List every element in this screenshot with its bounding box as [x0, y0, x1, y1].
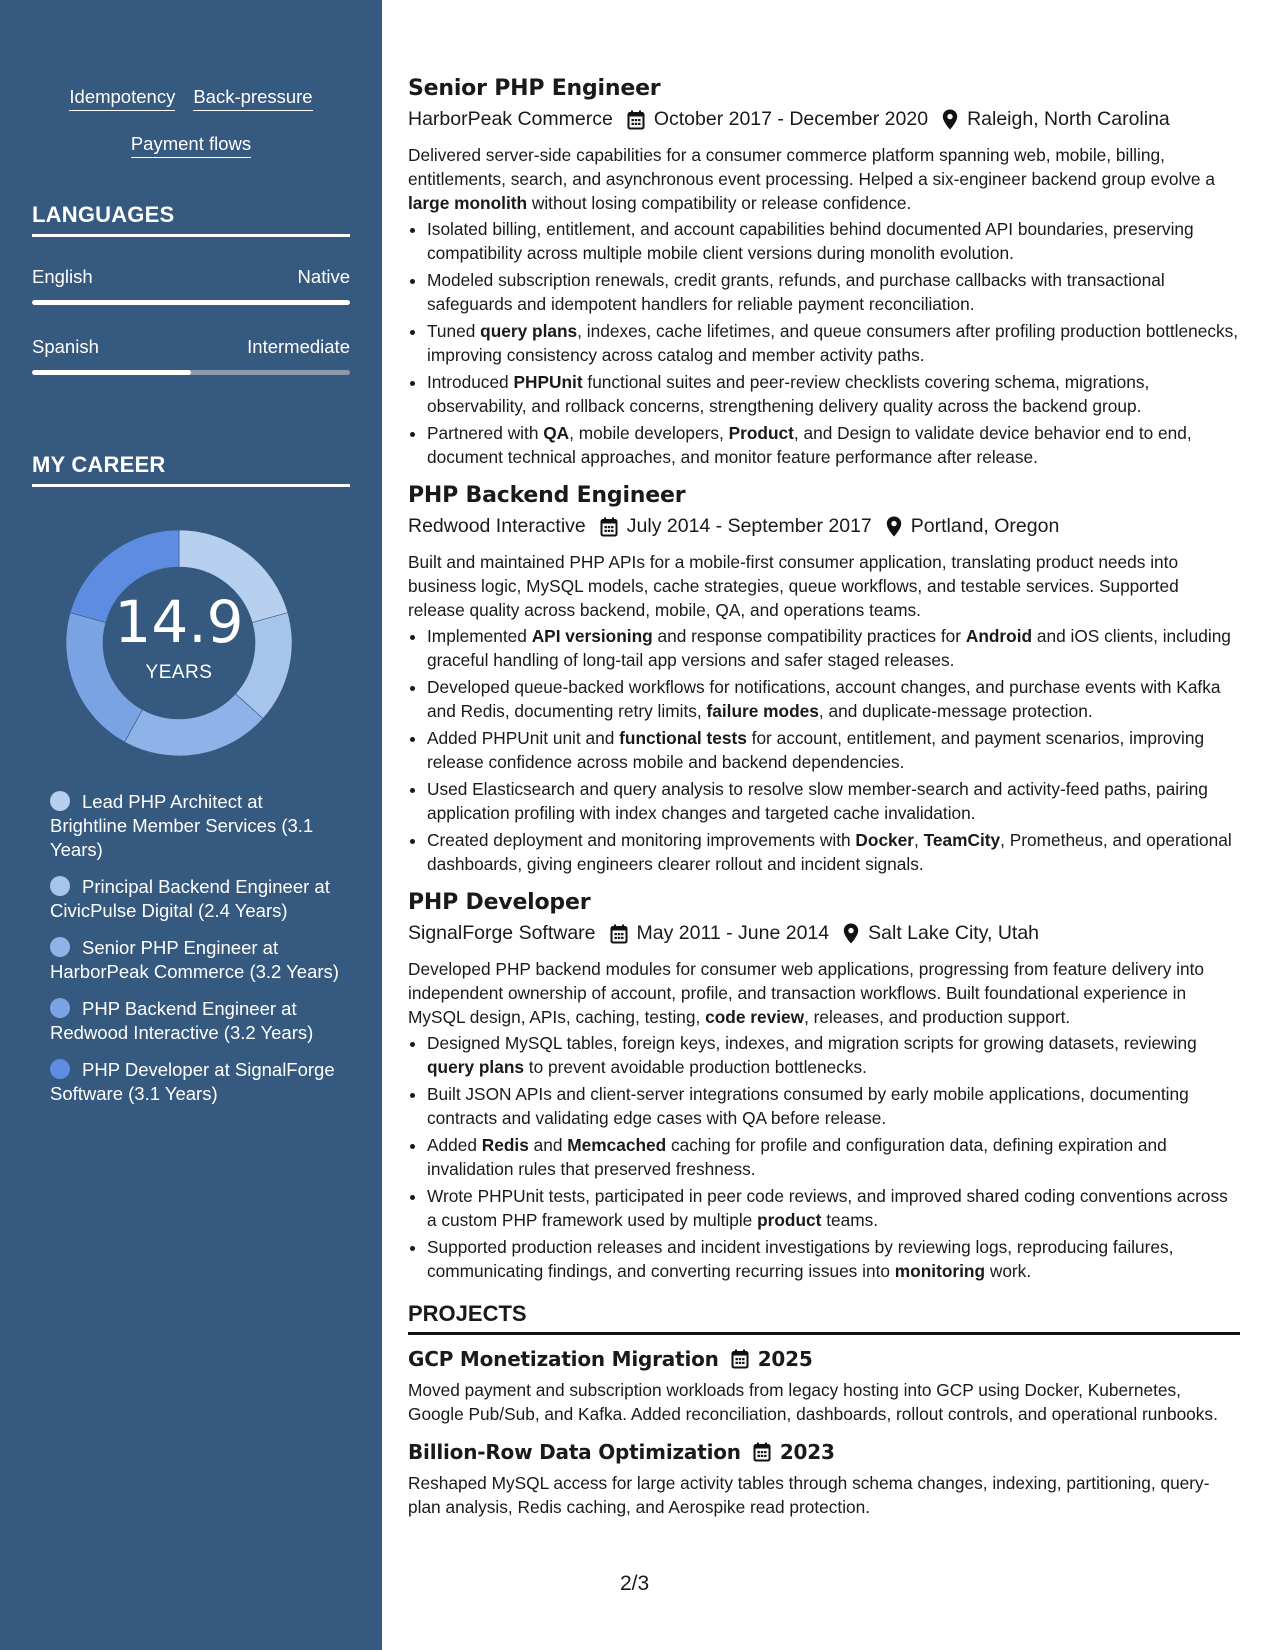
map-pin-icon [886, 516, 902, 537]
project-description: Moved payment and subscription workloads from legacy hosting into GCP using Docker, Kubernetes, Google Pub/Sub, and Kafka. Added reconciliation, dashboards, rollout controls, and operational runbooks. [408, 1380, 1218, 1424]
skills-tags [32, 86, 350, 180]
job-bullet: • Developed queue-backed workflows for notifications, account changes, and purchase events with Kafka and Redis, documenting retry limits, failure modes, and duplicate-message protection. [427, 675, 1240, 723]
job-location: Portland, Oregon [910, 515, 1060, 537]
job-bullets [408, 217, 1240, 469]
job-bullet: • Designed MySQL tables, foreign keys, indexes, and migration scripts for growing datasets, reviewing query plans to prevent avoidable production bottlenecks. [427, 1031, 1240, 1079]
job-entry [408, 890, 1240, 1283]
company-name: HarborPeak Commerce [408, 108, 613, 130]
company-name: Redwood Interactive [408, 515, 586, 537]
legend-dot [50, 937, 70, 957]
projects-list [408, 1347, 1240, 1519]
job-bullets [408, 624, 1240, 876]
job-meta [408, 515, 1240, 538]
job-description: Delivered server-side capabilities for a consumer commerce platform spanning web, mobile, billing, entitlements, search, and asynchronous event processing. Helped a six-engineer backend group evolve a large monolith without losing compatibility or release confidence. [408, 145, 1215, 213]
project-title-row [408, 1347, 1240, 1371]
job-location: Raleigh, North Carolina [967, 108, 1170, 130]
career-legend-item [50, 936, 340, 984]
map-pin-icon [843, 923, 859, 944]
job-title: PHP Backend Engineer [408, 483, 686, 508]
job-bullet: • Built JSON APIs and client-server integrations consumed by early mobile applications, documenting contracts and validating edge cases with QA before release. [427, 1082, 1240, 1130]
calendar-icon [627, 110, 645, 130]
project-title-row [408, 1440, 1240, 1464]
job-bullet: • Added PHPUnit unit and functional tests for account, entitlement, and payment scenarios, improving release confidence across mobile and backend dependencies. [427, 726, 1240, 774]
project-year: 2023 [779, 1440, 835, 1464]
career-donut-chart [66, 530, 292, 756]
job-bullet: • Used Elasticsearch and query analysis to resolve slow member-search and activity-feed paths, pairing application profiling with index changes and targeted cache invalidation. [427, 777, 1240, 825]
job-entry [408, 483, 1240, 876]
job-title: Senior PHP Engineer [408, 76, 661, 101]
projects-heading: PROJECTS [408, 1301, 1240, 1335]
skills-row [32, 86, 350, 111]
project-entry [408, 1440, 1240, 1519]
skill-tag: Back-pressure [193, 86, 312, 111]
job-bullet: • Created deployment and monitoring improvements with Docker, TeamCity, Prometheus, and operational dashboards, giving engineers clearer rollout and incident signals. [427, 828, 1240, 876]
career-legend-label: Senior PHP Engineer at HarborPeak Commerce (3.2 Years) [50, 937, 339, 982]
language-level: Intermediate [247, 336, 350, 357]
skill-tag: Payment flows [131, 133, 251, 158]
legend-dot [50, 1059, 70, 1079]
calendar-icon [610, 924, 628, 944]
language-proficiency-fill [32, 300, 350, 305]
career-legend-label: PHP Backend Engineer at Redwood Interactive (3.2 Years) [50, 998, 314, 1043]
legend-dot [50, 998, 70, 1018]
language-name: Spanish [32, 336, 99, 357]
job-title: PHP Developer [408, 890, 591, 915]
language-proficiency-bar [32, 300, 350, 305]
job-bullet: • Partnered with QA, mobile developers, Product, and Design to validate device behavior end to end, document technical approaches, and monitor feature performance after release. [427, 421, 1240, 469]
job-bullet: • Modeled subscription renewals, credit grants, refunds, and purchase callbacks with transactional safeguards and idempotent handlers for reliable payment reconciliation. [427, 268, 1240, 316]
career-legend-label: Principal Backend Engineer at CivicPulse Digital (2.4 Years) [50, 876, 330, 921]
legend-dot [50, 791, 70, 811]
career-unit-label: YEARS [145, 662, 213, 683]
calendar-icon [731, 1349, 749, 1369]
project-description: Reshaped MySQL access for large activity tables through schema changes, indexing, partitioning, query-plan analysis, Redis caching, and Aerospike read protection. [408, 1473, 1210, 1517]
project-title: Billion-Row Data Optimization [408, 1440, 741, 1464]
job-meta [408, 922, 1240, 945]
project-entry [408, 1347, 1240, 1426]
job-bullet: • Isolated billing, entitlement, and account capabilities behind documented API boundaries, preserving compatibility across multiple mobile client versions during monolith evolution. [427, 217, 1240, 265]
language-proficiency-fill [32, 370, 191, 375]
project-title: GCP Monetization Migration [408, 1347, 719, 1371]
sidebar [0, 0, 382, 1650]
language-english [32, 266, 350, 305]
experience-list [408, 76, 1240, 1283]
career-legend-item [50, 790, 340, 862]
career-legend-item [50, 875, 340, 923]
language-name: English [32, 266, 93, 287]
job-bullet: • Tuned query plans, indexes, cache lifetimes, and queue consumers after profiling production bottlenecks, improving consistency across catalog and member activity paths. [427, 319, 1240, 367]
map-pin-icon [942, 109, 958, 130]
language-proficiency-bar [32, 370, 350, 375]
page-number: 2/3 [620, 1572, 650, 1595]
legend-dot [50, 876, 70, 896]
career-legend-label: PHP Developer at SignalForge Software (3.1 Years) [50, 1059, 335, 1104]
job-meta [408, 108, 1240, 131]
languages-heading: LANGUAGES [32, 202, 350, 237]
job-dates: October 2017 - December 2020 [653, 108, 929, 130]
job-bullets [408, 1031, 1240, 1283]
project-year: 2025 [757, 1347, 813, 1371]
job-dates: July 2014 - September 2017 [626, 515, 872, 537]
job-description: Developed PHP backend modules for consumer web applications, progressing from feature delivery into independent ownership of account, profile, and transaction workflows. Built foundational experience in MySQL design, APIs, caching, testing, code review, releases, and production support. [408, 959, 1205, 1027]
career-total-years: 14.9 [114, 588, 244, 656]
career-legend-item [50, 1058, 340, 1106]
language-level: Native [297, 266, 350, 287]
calendar-icon [600, 517, 618, 537]
career-legend-item [50, 997, 340, 1045]
job-entry [408, 76, 1240, 469]
calendar-icon [753, 1442, 771, 1462]
career-legend-label: Lead PHP Architect at Brightline Member Services (3.1 Years) [50, 791, 314, 860]
skills-row [32, 133, 350, 158]
company-name: SignalForge Software [408, 922, 596, 944]
job-bullet: • Wrote PHPUnit tests, participated in peer code reviews, and improved shared coding conventions across a custom PHP framework used by multiple product teams. [427, 1184, 1240, 1232]
skill-tag: Idempotency [69, 86, 175, 111]
job-dates: May 2011 - June 2014 [636, 922, 830, 944]
job-bullet: • Added Redis and Memcached caching for profile and configuration data, defining expiration and invalidation rules that preserved freshness. [427, 1133, 1240, 1181]
job-bullet: • Introduced PHPUnit functional suites and peer-review checklists covering schema, migrations, observability, and rollback concerns, strengthening delivery quality across the backend group. [427, 370, 1240, 418]
career-heading: MY CAREER [32, 452, 350, 487]
job-location: Salt Lake City, Utah [868, 922, 1040, 944]
career-legend [50, 790, 340, 1119]
main-content [408, 76, 1240, 1533]
job-bullet: • Supported production releases and incident investigations by reviewing logs, reproducing failures, communicating findings, and converting recurring issues into monitoring work. [427, 1235, 1240, 1283]
job-bullet: • Implemented API versioning and response compatibility practices for Android and iOS clients, including graceful handling of long-tail app versions and safer staged releases. [427, 624, 1240, 672]
job-description: Built and maintained PHP APIs for a mobile-first consumer application, translating product needs into business logic, MySQL models, cache strategies, queue workflows, and testable services. Supported release quality across backend, mobile, QA, and operations teams. [408, 552, 1179, 620]
language-spanish [32, 336, 350, 375]
